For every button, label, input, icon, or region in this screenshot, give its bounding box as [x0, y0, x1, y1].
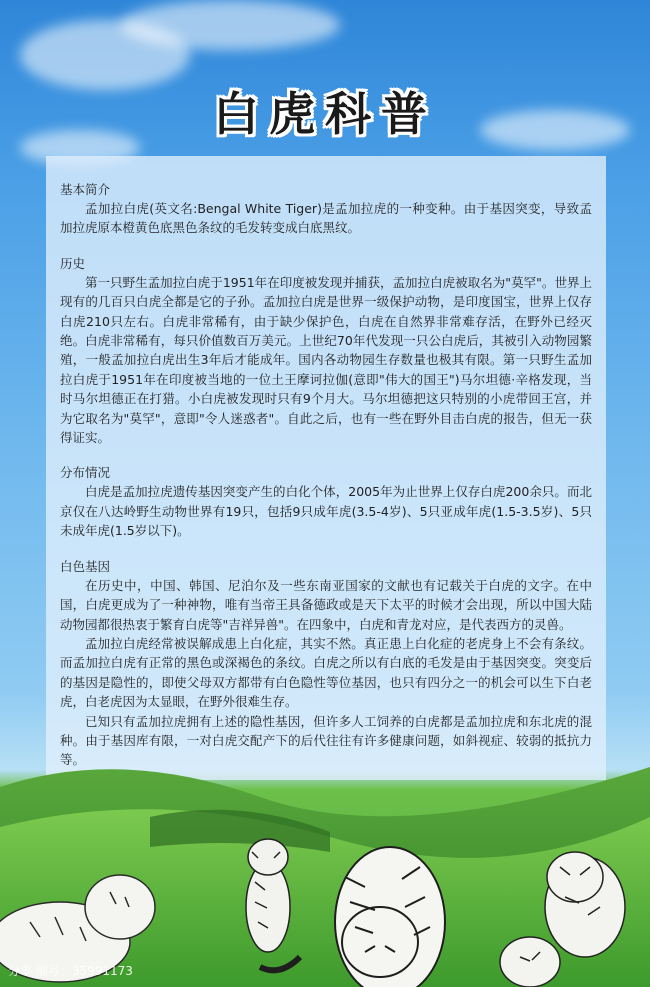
section-heading: 分布情况 — [60, 465, 111, 481]
section-paragraph: 已知只有孟加拉虎拥有上述的隐性基因，但许多人工饲养的白虎都是孟加拉虎和东北虎的混种。由于基因库有限，一对白虎交配产下的后代往往有许多健康问题，如斜视症、较弱的抵抗力等。 — [60, 713, 592, 768]
landscape-image — [0, 757, 650, 987]
section-intro — [60, 180, 592, 238]
landscape-illustration — [0, 757, 650, 987]
section-history — [60, 254, 592, 448]
section-paragraph: 在历史中，中国、韩国、尼泊尔及一些东南亚国家的文献也有记载关于白虎的文字。在中国，白虎更成为了一种神物，唯有当帝王具备德政或是天下太平的时候才会出现，所以中国大陆动物园都很热衷于繁育白虎等"吉祥异兽"。在四象中，白虎和青龙对应，是代表西方的灵兽。 — [60, 577, 592, 632]
page-title: 白虎科普 — [213, 87, 437, 141]
section-paragraph: 白虎是孟加拉虎遗传基因突变产生的白化个体，2005年为止世界上仅存白虎200余只。而北京仅在八达岭野生动物世界有19只，包括9只成年虎(3.5-4岁)、5只亚成年虎(1.5-3.5岁)、5只未成年虎(1.5岁以下)。 — [60, 484, 592, 539]
cloud — [120, 0, 340, 50]
section-paragraph: 第一只野生孟加拉白虎于1951年在印度被发现并捕获，孟加拉白虎被取名为"莫罕"。世界上现有的几百只白虎全都是它的子孙。孟加拉白虎是世界一级保护动物，是印度国宝，世界上仅存白虎210只左右。白虎非常稀有，由于缺少保护色，白虎在自然界非常难存活，在野外已经灭绝。白虎非常稀有，每只价值数百万美元。上世纪70年代发现一只公白虎后，其被引入动物园繁殖，一般孟加拉白虎出生3年后才能成年。国内各动物园生存数量也极其有限。第一只野生孟加拉白虎于1951年在印度被当地的一位土王摩诃拉伽(意即"伟大的国王")马尔坦德·辛格发现，当时马尔坦德正在打猎。小白虎被发现时只有9个月大。马尔坦德把这只特别的小虎带回王宫，并为它取名为"莫罕"，意即"令人迷惑者"。自此之后，也有一些在野外目击白虎的报告，但无一获得证实。 — [60, 274, 592, 446]
section-distribution — [60, 463, 592, 540]
tiger — [246, 839, 290, 952]
content-panel — [46, 156, 606, 780]
section-white-gene — [60, 557, 592, 770]
section-paragraph: 孟加拉白虎经常被误解成患上白化症，其实不然。真正患上白化症的老虎身上不会有条纹。而孟加拉白虎有正常的黑色或深褐色的条纹。白虎之所以有白底的毛发是由于基因突变。突变后的基因是隐性的，即使父母双方都带有白色隐性等位基因，也只有四分之一的机会可以生下白老虎，白老虎因为太显眼，在野外很难生存。 — [60, 635, 592, 710]
section-heading: 基本简介 — [60, 182, 111, 197]
section-paragraph: 孟加拉白虎(英文名:Bengal White Tiger)是孟加拉虎的一种变种。由于基因突变，导致孟加拉虎原本橙黄色底黑色条纹的毛发转变成白底黑纹。 — [60, 201, 592, 236]
section-heading: 白色基因 — [60, 558, 111, 574]
watermark: 分享 编号：35991173 — [8, 964, 133, 978]
section-heading: 历史 — [60, 255, 86, 271]
